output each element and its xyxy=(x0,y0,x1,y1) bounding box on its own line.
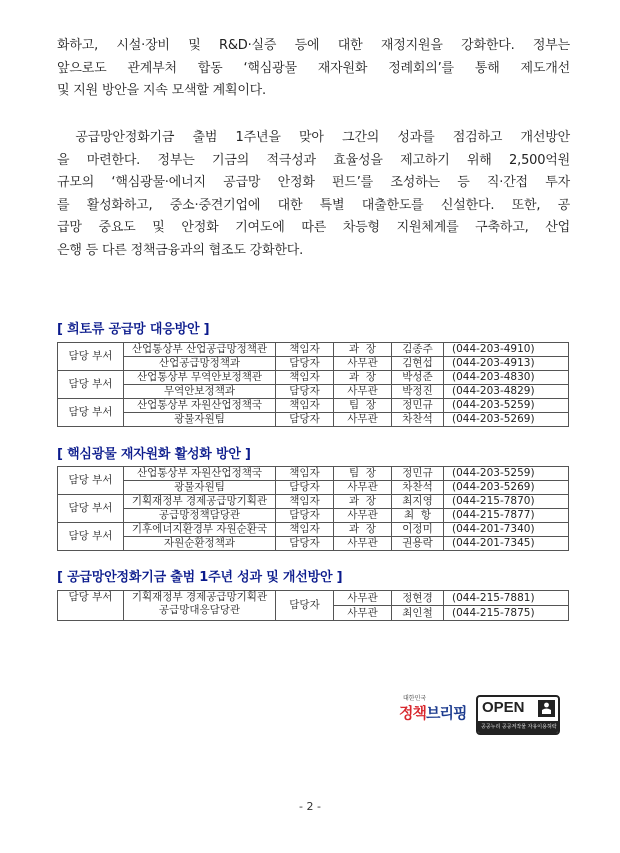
role: 책임자 xyxy=(276,467,334,481)
dept-label: 담당 부서 xyxy=(58,495,124,523)
role: 책임자 xyxy=(276,343,334,357)
phone: (044-203-4829) xyxy=(444,385,569,399)
person-name: 정민규 xyxy=(392,399,444,413)
phone: (044-203-5269) xyxy=(444,481,569,495)
dept-label: 담당 부서 xyxy=(58,523,124,551)
text-line: 규모의 ‘핵심광물·에너지 공급망 안정화 펀드’를 조성하는 등 직·간접 투자 xyxy=(57,175,570,190)
role: 책임자 xyxy=(276,523,334,537)
phone: (044-203-4910) xyxy=(444,343,569,357)
text-line: 을 마련한다. 정부는 기금의 적극성과 효율성을 제고하기 위해 2,500억원 xyxy=(57,152,570,168)
position: 사무관 xyxy=(334,606,392,621)
dept-name: 공급망정책담당관 xyxy=(124,509,276,523)
table-row xyxy=(58,495,569,509)
text-line: 화하고, 시설·장비 및 R&D·실증 등에 대한 재정지원을 강화한다. 정부는 xyxy=(57,38,570,53)
phone: (044-203-5269) xyxy=(444,413,569,427)
contact-table-recycling xyxy=(57,466,569,551)
person-name: 김종주 xyxy=(392,343,444,357)
briefing-logo-text: 정책브리핑 xyxy=(399,704,467,722)
position: 사무관 xyxy=(334,509,392,523)
table-row xyxy=(58,371,569,385)
role: 담당자 xyxy=(276,537,334,551)
person-name: 최인철 xyxy=(392,606,444,621)
dept-label: 담당 부서 xyxy=(58,467,124,495)
text-line: 급망 중요도 및 안정화 기여도에 따른 차등형 지원체계를 구축하고, 산업 xyxy=(57,220,570,235)
text-line: 를 활성화하고, 중소·중견기업에 대한 특별 대출한도를 신설한다. 또한, 공 xyxy=(57,197,570,213)
paragraph-2 xyxy=(57,127,570,262)
role: 담당자 xyxy=(276,357,334,371)
table-row xyxy=(58,385,569,399)
phone: (044-215-7875) xyxy=(444,606,569,621)
dept-name: 산업통상부 자원산업정책국 xyxy=(124,467,276,481)
person-icon xyxy=(538,700,555,717)
person-name: 차찬석 xyxy=(392,413,444,427)
phone: (044-215-7877) xyxy=(444,509,569,523)
table-row xyxy=(58,343,569,357)
dept-name-line1: 기획재정부 경제공급망기획관 xyxy=(131,591,268,603)
table-row xyxy=(58,357,569,371)
person-name: 이정미 xyxy=(392,523,444,537)
dept-label: 담당 부서 xyxy=(58,343,124,371)
phone: (044-203-4913) xyxy=(444,357,569,371)
role: 책임자 xyxy=(276,371,334,385)
section-title-recycling: [ 핵심광물 재자원화 활성화 방안 ] xyxy=(57,447,251,462)
table-row xyxy=(58,509,569,523)
dept-name-line2: 공급망대응담당관 xyxy=(158,604,241,616)
policy-briefing-logo xyxy=(395,693,473,737)
dept-name: 자원순환정책과 xyxy=(124,537,276,551)
text-line: 앞으로도 관계부처 합동 ‘핵심광물 재자원화 정례회의’를 통해 제도개선 xyxy=(57,60,570,76)
dept-name: 산업통상부 자원산업정책국 xyxy=(124,399,276,413)
phone: (044-203-5259) xyxy=(444,399,569,413)
dept-name: 산업통상부 무역안보정책관 xyxy=(124,371,276,385)
text-line: 은행 등 다른 정책금융과의 협조도 강화한다. xyxy=(57,242,304,258)
position: 과 장 xyxy=(334,523,392,537)
section-title-fund: [ 공급망안정화기금 출범 1주년 성과 및 개선방안 ] xyxy=(57,570,343,585)
dept-name: 산업공급망정책과 xyxy=(124,357,276,371)
table-row xyxy=(58,399,569,413)
person-name: 박성준 xyxy=(392,371,444,385)
dept-name: 기후에너지환경부 자원순환국 xyxy=(124,523,276,537)
table-row xyxy=(58,591,569,606)
position: 과 장 xyxy=(334,371,392,385)
dept-label: 담당 부서 xyxy=(58,371,124,399)
text-line: 공급망안정화기금 출범 1주년을 맞아 그간의 성과를 점검하고 개선방안 xyxy=(57,130,570,145)
role: 책임자 xyxy=(276,399,334,413)
person-name: 최 항 xyxy=(392,509,444,523)
briefing-logo-small-text: 대한민국 xyxy=(403,695,427,702)
open-license-badge xyxy=(476,695,560,735)
position: 사무관 xyxy=(334,591,392,606)
dept-label: 담당 부서 xyxy=(58,591,124,621)
phone: (044-203-5259) xyxy=(444,467,569,481)
position: 사무관 xyxy=(334,481,392,495)
position: 팀 장 xyxy=(334,467,392,481)
role: 책임자 xyxy=(276,495,334,509)
phone: (044-203-4830) xyxy=(444,371,569,385)
person-name: 차찬석 xyxy=(392,481,444,495)
role: 담당자 xyxy=(276,413,334,427)
dept-name: 산업통상부 산업공급망정책관 xyxy=(124,343,276,357)
open-license-caption: 공공누리 공공저작물 자유이용허락 xyxy=(478,721,558,733)
open-logo-text: OPEN xyxy=(482,699,525,716)
text-line: 및 지원 방안을 지속 모색할 계획이다. xyxy=(57,83,266,98)
table-row xyxy=(58,481,569,495)
table-row xyxy=(58,467,569,481)
table-row xyxy=(58,537,569,551)
phone: (044-215-7870) xyxy=(444,495,569,509)
phone: (044-215-7881) xyxy=(444,591,569,606)
position: 사무관 xyxy=(334,357,392,371)
position: 팀 장 xyxy=(334,399,392,413)
position: 과 장 xyxy=(334,495,392,509)
page-number: - 2 - xyxy=(299,800,321,813)
position: 사무관 xyxy=(334,385,392,399)
table-row xyxy=(58,523,569,537)
dept-name xyxy=(124,591,276,621)
table-row xyxy=(58,413,569,427)
person-name: 김현섭 xyxy=(392,357,444,371)
dept-name: 기획재정부 경제공급망기획관 xyxy=(124,495,276,509)
dept-name: 광물자원팀 xyxy=(124,481,276,495)
person-name: 최지영 xyxy=(392,495,444,509)
person-name: 정민규 xyxy=(392,467,444,481)
position: 사무관 xyxy=(334,413,392,427)
role: 담당자 xyxy=(276,385,334,399)
position: 과 장 xyxy=(334,343,392,357)
dept-name: 무역안보정책과 xyxy=(124,385,276,399)
role: 담당자 xyxy=(276,509,334,523)
phone: (044-201-7340) xyxy=(444,523,569,537)
phone: (044-201-7345) xyxy=(444,537,569,551)
contact-table-rare-earth xyxy=(57,342,569,427)
dept-label: 담당 부서 xyxy=(58,399,124,427)
role: 담당자 xyxy=(276,481,334,495)
position: 사무관 xyxy=(334,537,392,551)
person-name: 권용락 xyxy=(392,537,444,551)
dept-name: 광물자원팀 xyxy=(124,413,276,427)
role: 담당자 xyxy=(276,591,334,621)
paragraph-1 xyxy=(57,35,570,103)
person-name: 정현경 xyxy=(392,591,444,606)
person-name: 박정진 xyxy=(392,385,444,399)
section-title-rare-earth: [ 희토류 공급망 대응방안 ] xyxy=(57,322,210,337)
contact-table-fund xyxy=(57,590,569,621)
